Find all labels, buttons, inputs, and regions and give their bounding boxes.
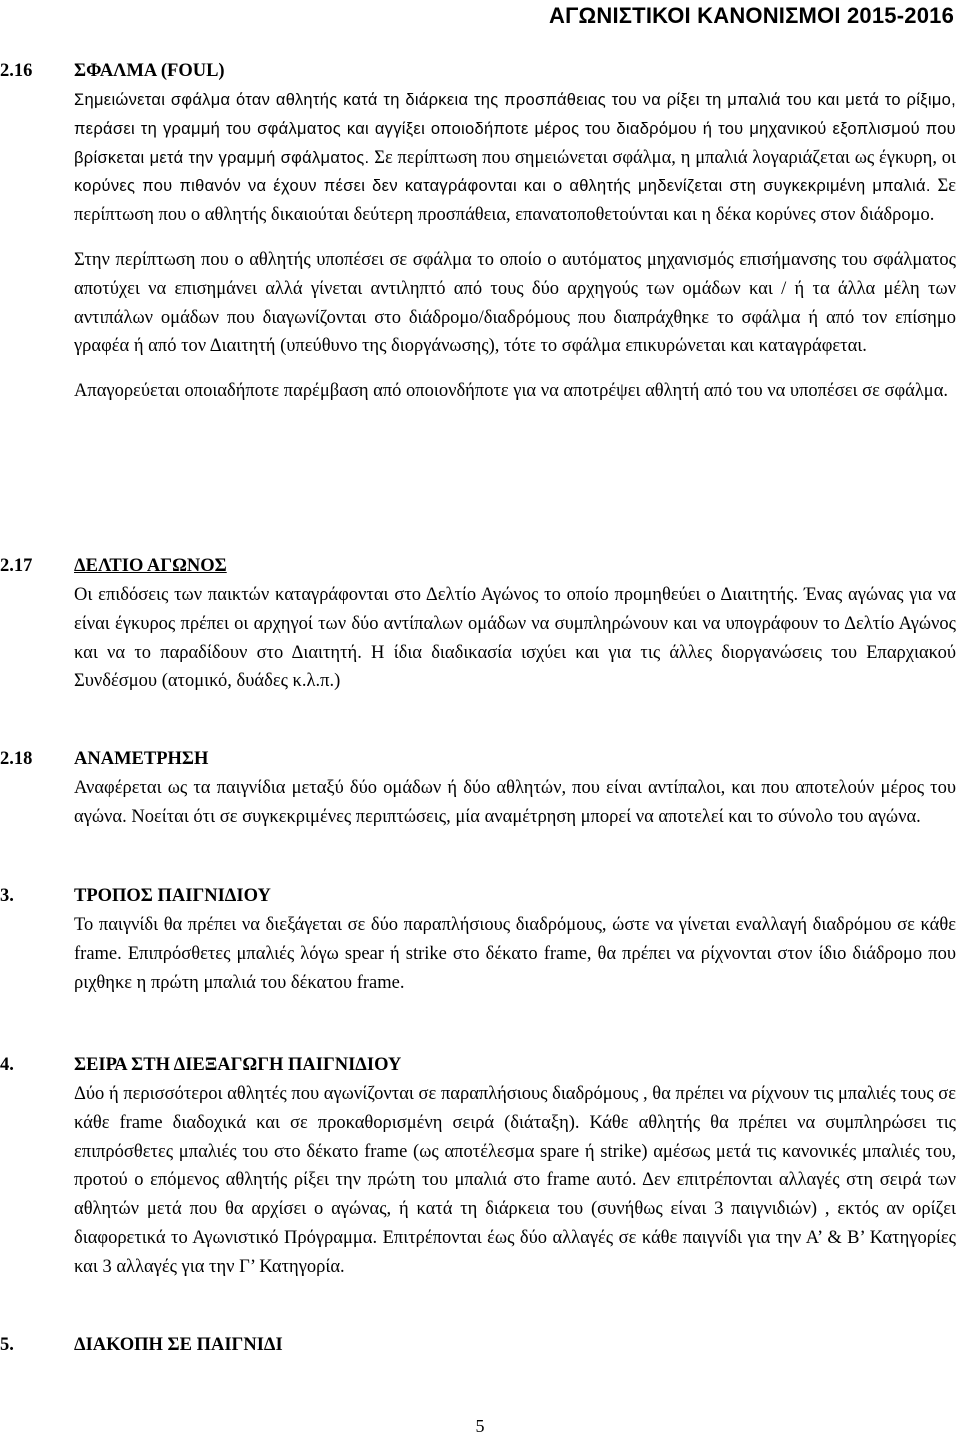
paragraph-text: κορύνες που πιθανόν να έχουν πέσει δεν καταγράφονται και ο αθλητής μηδενίζεται στη συγκεκριμένη μπαλιά.	[74, 177, 931, 196]
section-heading	[0, 1331, 960, 1360]
section-number: 4.	[0, 1055, 14, 1075]
section-title: ΔΕΛΤΙΟ ΑΓΩΝΟΣ	[74, 556, 227, 576]
section-number: 2.17	[0, 556, 33, 576]
paragraph: Αναφέρεται ως τα παιγνίδια μεταξύ δύο ομάδων ή δύο αθλητών, που είναι αντίπαλοι, και που αποτελούν μέρος του αγώνα. Νοείται ότι σε συγκεκριμένες περιπτώσεις, μία αναμέτρηση μπορεί να αποτελεί και το σύνολο του αγώνα.	[74, 778, 956, 827]
paragraph	[74, 86, 956, 230]
section-4	[0, 1051, 960, 1282]
section-2-17	[0, 552, 960, 696]
section-title: ΣΕΙΡΑ ΣΤΗ ΔΙΕΞΑΓΩΓΗ ΠΑΙΓΝΙΔΙΟΥ	[74, 1055, 402, 1075]
paragraph-text: Σε περίπτωση που σημειώνεται σφάλμα, η μπαλιά λογαριάζεται ως έγκυρη, οι	[369, 147, 957, 168]
paragraph-text: Σημειώνεται σφάλμα όταν αθλητής κατά τη διάρκεια της προσπάθειας του να ρίξει τη μπαλιά του και μετά το ρίξιμο, περάσει τη γραμμή του σφάλματος και αγγίξει οποιοδήποτε μέρος του διαδρόμου ή του μηχανικού εξοπλισμού που βρίσκεται μετά την γραμμή σφάλματος.	[74, 91, 956, 167]
page-number: 5	[475, 1416, 485, 1436]
section-title: ΣΦΑΛΜΑ (FOUL)	[74, 61, 225, 81]
section-2-18	[0, 745, 960, 832]
paragraph: Δύο ή περισσότεροι αθλητές που αγωνίζονται σε παραπλήσιους διαδρόμους , θα πρέπει να ρίχνουν τις μπαλιές τους σε κάθε frame διαδοχικά και σε προκαθορισμένη σειρά (διάταξη). Κάθε αθλητής θα πρέπει να συμπληρώσει τις επιπρόσθετες μπαλιές του στο δέκατο frame (ως αποτέλεσμα spare ή strike) αμέσως μετά τις κανονικές μπαλιές του, προτού ο επόμενος αθλητής ρίξει την πρώτη του μπαλιά στο frame αυτό. Δεν επιτρέπονται αλλαγές στη σειρά των αθλητών μετά που θα αρχίσει ο αγώνας, ή κατά τη διάρκεια του (συνήθως είναι 3 παιγνιδιών) , εκτός αν ορίζει διαφορετικά το Αγωνιστικό Πρόγραμμα. Επιτρέπονται έως δύο αλλαγές σε κάθε παιγνίδι για την Α’ & Β’ Κατηγορίες και 3 αλλαγές για την Γ’ Κατηγορία.	[74, 1084, 956, 1277]
section-5	[0, 1331, 960, 1360]
section-heading	[0, 1051, 960, 1080]
section-heading	[0, 882, 960, 911]
paragraph: Απαγορεύεται οποιαδήποτε παρέμβαση από οποιονδήποτε για να αποτρέψει αθλητή από του να υποπέσει σε σφάλμα.	[74, 381, 949, 402]
section-3	[0, 882, 960, 997]
section-number: 5.	[0, 1335, 14, 1355]
paragraph: Οι επιδόσεις των παικτών καταγράφονται στο Δελτίο Αγώνος το οποίο προμηθεύει ο Διαιτητής. Ένας αγώνας για να είναι έγκυρος πρέπει οι αρχηγοί των δύο αντίπαλων ομάδων να συμπληρώνουν και να υπογράφουν το Δελτίο Αγώνος και να το παραδίδουν στο Διαιτητή. Η ίδια διαδικασία ισχύει και για τις άλλες διοργανώσεις του Επαρχιακού Συνδέσμου (ατομικό, δυάδες κ.λ.π.)	[74, 585, 956, 692]
section-heading	[0, 552, 960, 581]
paragraph: Στην περίπτωση που ο αθλητής υποπέσει σε σφάλμα το οποίο ο αυτόματος μηχανισμός επισήμανσης του σφάλματος αποτύχει να επισημάνει αλλά γίνεται αντιληπτό από τους δύο αρχηγούς των ομάδων και / ή τα άλλα μέλη των αντιπάλων ομάδων που διαγωνίζονται στο διάδρομο/διαδρόμους που διαπράχθηκε το σφάλμα ή από τον επίσημο γραφέα ή από τον Διαιτητή (υπεύθυνο της διοργάνωσης), τότε το σφάλμα επικυρώνεται και καταγράφεται.	[74, 249, 956, 357]
section-title: ΔΙΑΚΟΠΗ ΣΕ ΠΑΙΓΝΙΔΙ	[74, 1335, 283, 1355]
section-number: 2.18	[0, 749, 33, 769]
section-title: ΑΝΑΜΕΤΡΗΣΗ	[74, 749, 209, 769]
section-heading	[0, 57, 960, 86]
section-title: ΤΡΟΠΟΣ ΠΑΙΓΝΙΔΙΟΥ	[74, 886, 271, 906]
document-header: ΑΓΩΝΙΣΤΙΚΟΙ ΚΑΝΟΝΙΣΜΟΙ 2015-2016	[549, 3, 954, 28]
paragraph: Το παιγνίδι θα πρέπει να διεξάγεται σε δύο παραπλήσιους διαδρόμους, ώστε να γίνεται εναλλαγή διαδρόμου σε κάθε frame. Επιπρόσθετες μπαλιές λόγω spear ή strike στο δέκατο frame, θα πρέπει να ρίχνονται στον ίδιο διάδρομο που ριχθηκε η πρώτη μπαλιά του δέκατου frame.	[74, 915, 956, 993]
section-heading	[0, 745, 960, 774]
paragraph-text: Σε περίπτωση που ο αθλητής δικαιούται δεύτερη προσπάθεια, επανατοποθετούνται και η δέκα κορύνες στον διάδρομο.	[74, 176, 956, 226]
section-number: 2.16	[0, 61, 33, 81]
section-2-16	[0, 57, 960, 406]
section-number: 3.	[0, 886, 14, 906]
